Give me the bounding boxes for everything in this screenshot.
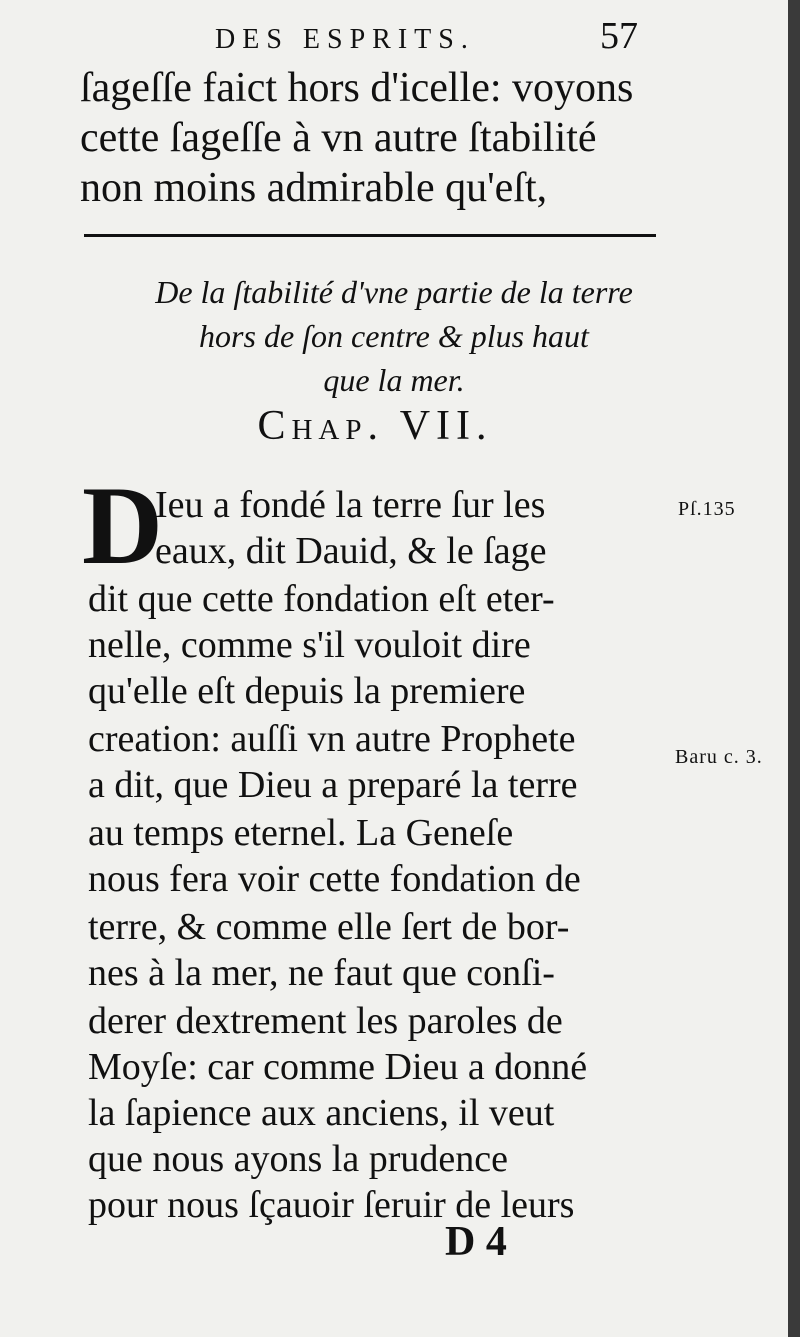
page-edge-shadow	[788, 0, 800, 1337]
body-line: eaux, dit Dauid, & le ſage	[155, 530, 547, 572]
chapter-title-line: hors de ſon centre & plus haut	[199, 318, 589, 354]
continuation-line: cette ſageſſe à vn autre ſtabilité	[80, 115, 597, 161]
body-line: qu'elle eſt depuis la premiere	[88, 670, 526, 712]
signature-mark: D 4	[445, 1219, 507, 1265]
section-divider-rule	[84, 234, 656, 237]
body-line: dit que cette fondation eſt eter-	[88, 578, 555, 620]
continuation-line: non moins admirable qu'eſt,	[80, 165, 548, 211]
chapter-title-line: De la ſtabilité d'vne partie de la terre	[155, 274, 633, 310]
body-line: nes à la mer, ne faut que conſi-	[88, 952, 555, 994]
body-line: nous fera voir cette fondation de	[88, 858, 581, 900]
body-line: au temps eternel. La Geneſe	[88, 812, 514, 854]
body-line: nelle, comme s'il vouloit dire	[88, 624, 531, 666]
continuation-line: ſageſſe faict hors d'icelle: voyons	[80, 65, 634, 111]
body-line: derer dextrement les paroles de	[88, 1000, 563, 1042]
margin-note: Pſ.135	[678, 498, 736, 520]
body-line: que nous ayons la prudence	[88, 1138, 508, 1180]
chapter-title-line: que la mer.	[323, 362, 465, 398]
running-head: DES ESPRITS.	[215, 24, 475, 55]
body-line: Ieu a fondé la terre ſur les	[155, 484, 546, 526]
body-line: Moyſe: car comme Dieu a donné	[88, 1046, 588, 1088]
drop-cap: D	[82, 464, 163, 588]
margin-note: Baru c. 3.	[675, 746, 763, 768]
page-number: 57	[600, 15, 638, 57]
body-line: a dit, que Dieu a preparé la terre	[88, 764, 578, 806]
body-line: la ſapience aux anciens, il veut	[88, 1092, 555, 1134]
body-line: pour nous ſçauoir ſeruir de leurs	[88, 1184, 575, 1226]
chapter-label: Chap. VII.	[257, 403, 493, 449]
body-line: terre, & comme elle ſert de bor-	[88, 906, 570, 948]
body-line: creation: auſſi vn autre Prophete	[88, 718, 576, 760]
